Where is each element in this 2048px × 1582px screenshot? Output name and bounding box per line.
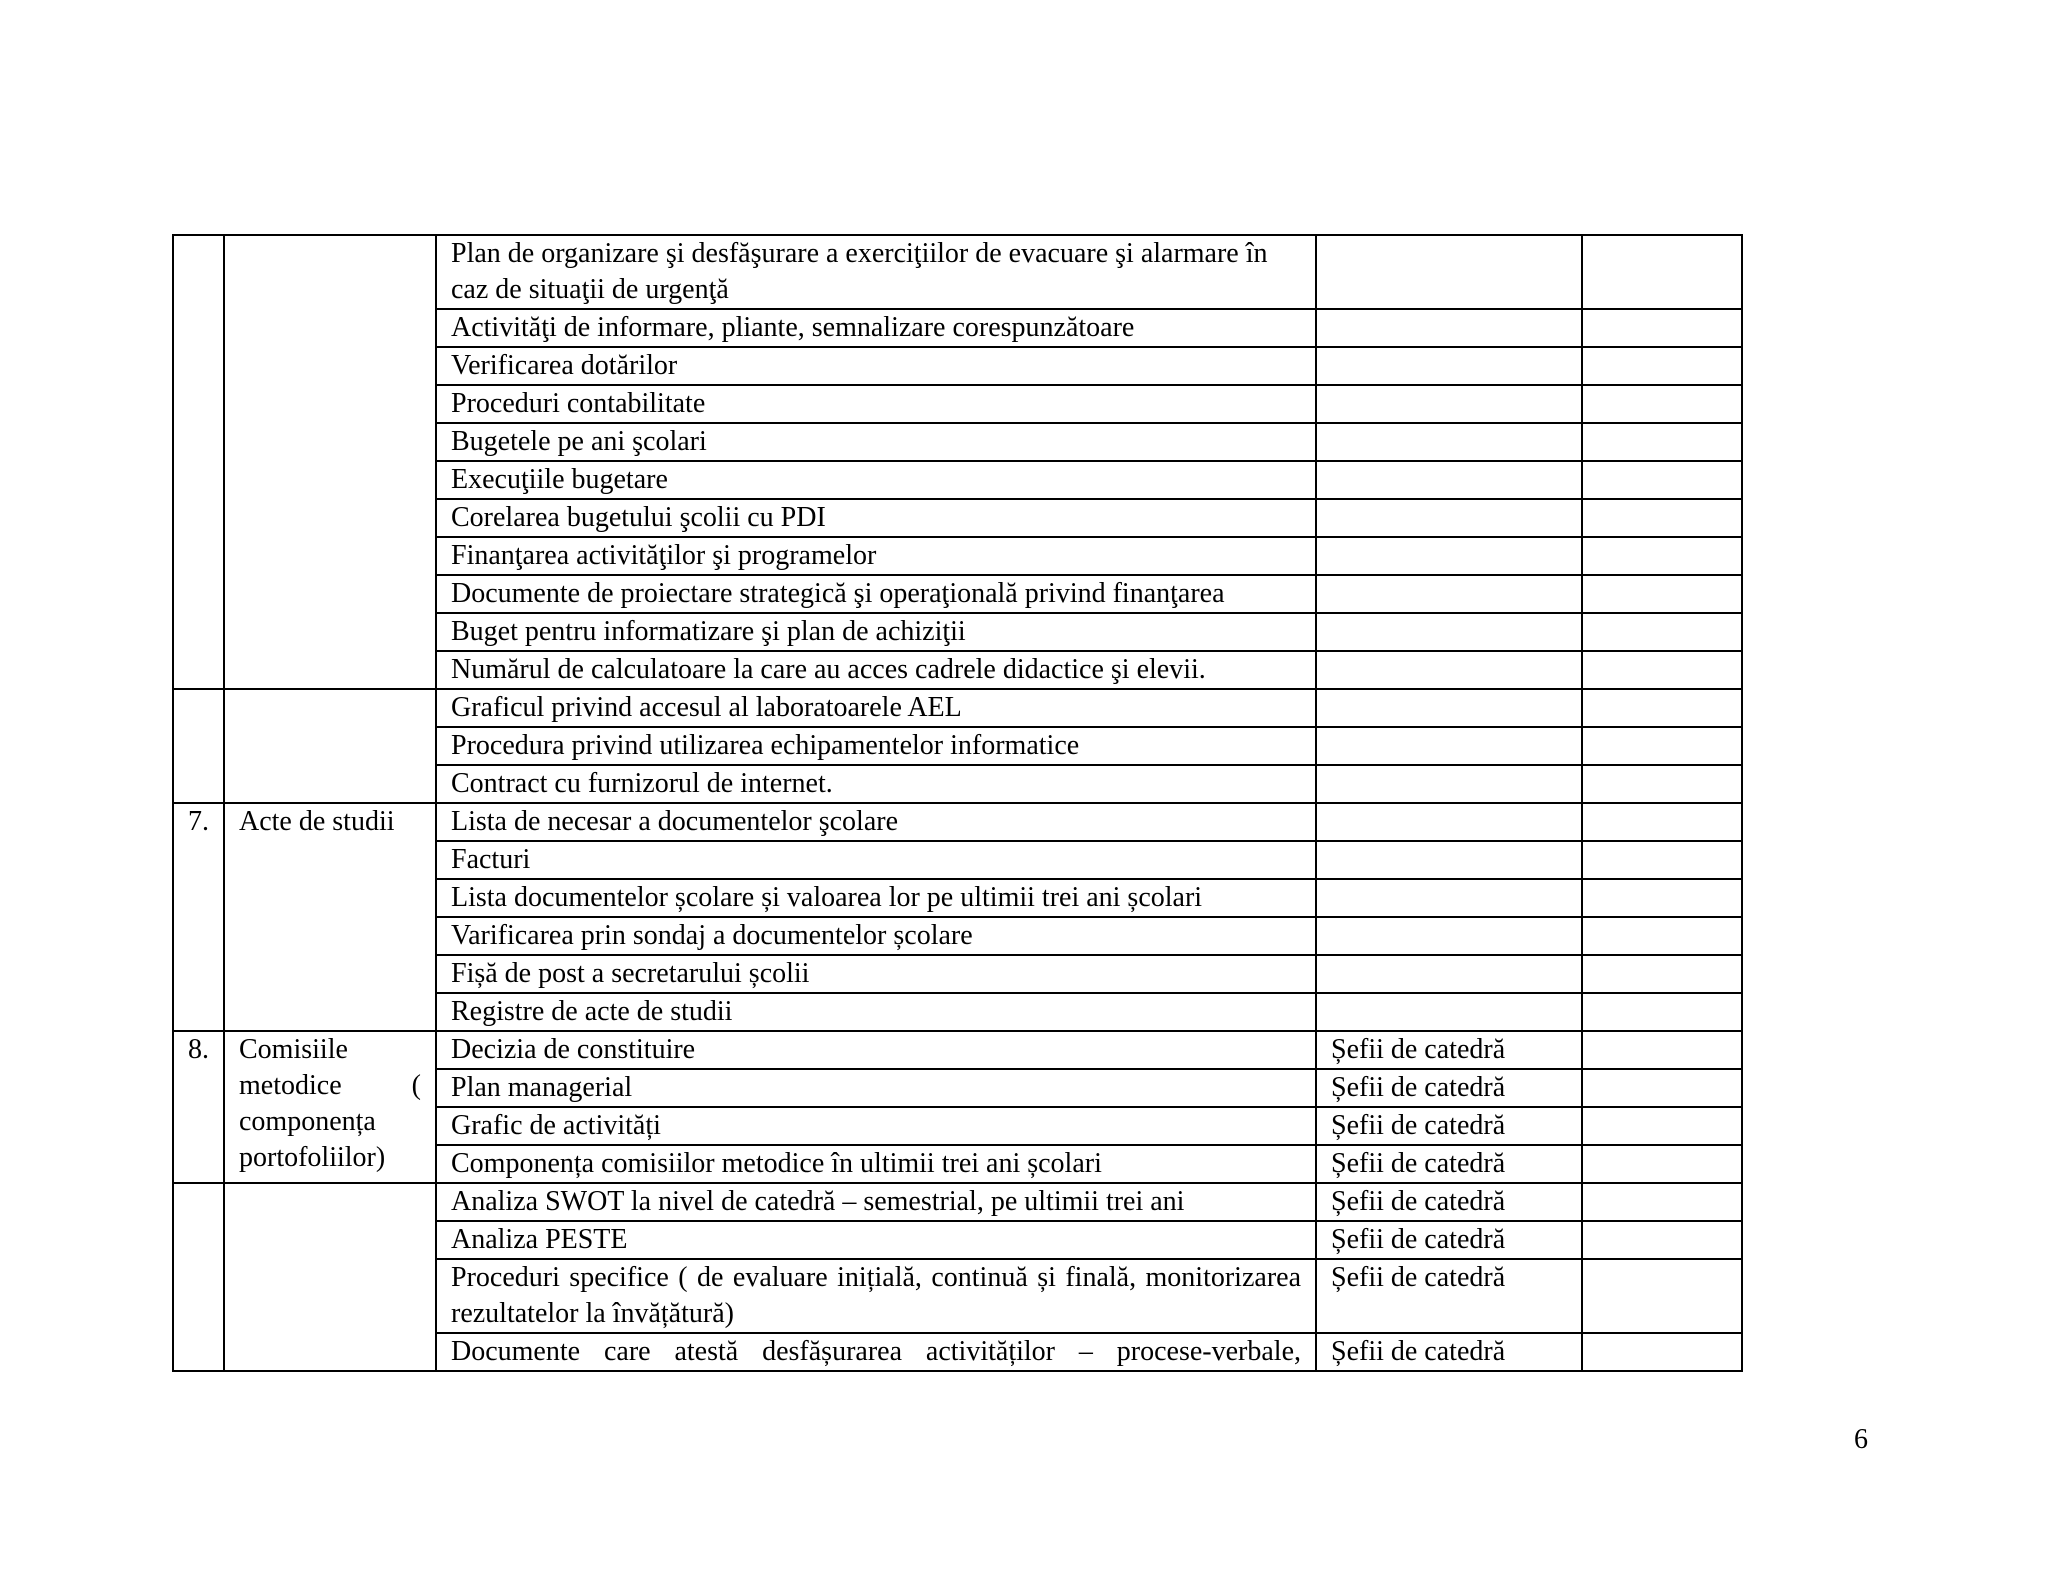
activity-cell: Decizia de constituire [436, 1031, 1316, 1069]
activity-cell: Documente care atestă desfășurarea activităților – procese-verbale, [436, 1333, 1316, 1371]
empty-cell [1582, 461, 1742, 499]
responsible-cell [1316, 879, 1582, 917]
table-row [173, 1031, 1742, 1069]
empty-cell [1582, 309, 1742, 347]
activity-cell: Fișă de post a secretarului școlii [436, 955, 1316, 993]
section-domain: Acte de studii [224, 803, 436, 1031]
activity-cell: Documente de proiectare strategică şi operaţională privind finanţarea [436, 575, 1316, 613]
empty-cell [1582, 1221, 1742, 1259]
empty-cell [1582, 879, 1742, 917]
responsible-cell [1316, 841, 1582, 879]
responsible-cell: Șefii de catedră [1316, 1333, 1582, 1371]
empty-cell [1582, 727, 1742, 765]
activity-cell: Componența comisiilor metodice în ultimii trei ani școlari [436, 1145, 1316, 1183]
activity-cell: Analiza SWOT la nivel de catedră – semestrial, pe ultimii trei ani [436, 1183, 1316, 1221]
empty-cell [1582, 689, 1742, 727]
activity-cell: Varificarea prin sondaj a documentelor școlare [436, 917, 1316, 955]
empty-cell [1582, 1259, 1742, 1333]
empty-cell [1582, 1183, 1742, 1221]
activity-cell: Numărul de calculatoare la care au acces cadrele didactice şi elevii. [436, 651, 1316, 689]
activity-cell: Bugetele pe ani şcolari [436, 423, 1316, 461]
section-number: 7. [173, 803, 224, 1031]
responsible-cell [1316, 955, 1582, 993]
empty-cell [1582, 499, 1742, 537]
activity-cell: Facturi [436, 841, 1316, 879]
table-row [173, 1183, 1742, 1221]
empty-cell [1582, 651, 1742, 689]
activity-cell: Grafic de activități [436, 1107, 1316, 1145]
responsible-cell: Șefii de catedră [1316, 1107, 1582, 1145]
responsible-cell: Șefii de catedră [1316, 1259, 1582, 1333]
empty-cell [1582, 1333, 1742, 1371]
section-number: 8. [173, 1031, 224, 1183]
responsible-cell [1316, 727, 1582, 765]
activity-cell: Plan de organizare şi desfăşurare a exerciţiilor de evacuare şi alarmare în caz de situaţii de urgenţă [436, 235, 1316, 309]
activity-cell: Buget pentru informatizare şi plan de achiziţii [436, 613, 1316, 651]
responsible-cell [1316, 993, 1582, 1031]
responsible-cell: Șefii de catedră [1316, 1221, 1582, 1259]
responsible-cell [1316, 575, 1582, 613]
responsible-cell [1316, 461, 1582, 499]
table-row [173, 803, 1742, 841]
empty-cell [1582, 385, 1742, 423]
responsible-cell: Șefii de catedră [1316, 1031, 1582, 1069]
activity-cell: Activităţi de informare, pliante, semnalizare corespunzătoare [436, 309, 1316, 347]
activity-cell: Analiza PESTE [436, 1221, 1316, 1259]
activity-cell: Proceduri specifice ( de evaluare inițială, continuă și finală, monitorizarea rezultatelor la învățătură) [436, 1259, 1316, 1333]
responsible-cell: Șefii de catedră [1316, 1069, 1582, 1107]
empty-cell [1582, 613, 1742, 651]
section-domain [224, 1183, 436, 1371]
section-domain [224, 235, 436, 689]
empty-cell [1582, 1031, 1742, 1069]
empty-cell [1582, 575, 1742, 613]
empty-cell [1582, 1069, 1742, 1107]
activity-cell: Procedura privind utilizarea echipamentelor informatice [436, 727, 1316, 765]
activity-cell: Plan managerial [436, 1069, 1316, 1107]
section-domain: Comisiile metodice ( componența portofoliilor) [224, 1031, 436, 1183]
empty-cell [1582, 917, 1742, 955]
responsible-cell [1316, 651, 1582, 689]
section-domain [224, 689, 436, 803]
responsible-cell [1316, 309, 1582, 347]
table-row [173, 689, 1742, 727]
empty-cell [1582, 765, 1742, 803]
activity-cell: Graficul privind accesul al laboratoarele AEL [436, 689, 1316, 727]
empty-cell [1582, 841, 1742, 879]
activity-cell: Finanţarea activităţilor şi programelor [436, 537, 1316, 575]
activity-cell: Contract cu furnizorul de internet. [436, 765, 1316, 803]
responsible-cell [1316, 499, 1582, 537]
activity-cell: Verificarea dotărilor [436, 347, 1316, 385]
activity-cell: Proceduri contabilitate [436, 385, 1316, 423]
document-table [172, 234, 1743, 1372]
responsible-cell [1316, 347, 1582, 385]
responsible-cell [1316, 803, 1582, 841]
responsible-cell: Șefii de catedră [1316, 1145, 1582, 1183]
responsible-cell [1316, 385, 1582, 423]
activity-cell: Corelarea bugetului şcolii cu PDI [436, 499, 1316, 537]
empty-cell [1582, 955, 1742, 993]
activity-cell: Lista de necesar a documentelor şcolare [436, 803, 1316, 841]
responsible-cell: Șefii de catedră [1316, 1183, 1582, 1221]
empty-cell [1582, 235, 1742, 309]
activity-cell: Registre de acte de studii [436, 993, 1316, 1031]
section-number [173, 689, 224, 803]
activity-cell: Lista documentelor școlare și valoarea lor pe ultimii trei ani școlari [436, 879, 1316, 917]
empty-cell [1582, 537, 1742, 575]
empty-cell [1582, 803, 1742, 841]
responsible-cell [1316, 537, 1582, 575]
activity-cell: Execuţiile bugetare [436, 461, 1316, 499]
empty-cell [1582, 993, 1742, 1031]
section-number [173, 1183, 224, 1371]
responsible-cell [1316, 423, 1582, 461]
empty-cell [1582, 1107, 1742, 1145]
table-row [173, 235, 1742, 309]
responsible-cell [1316, 917, 1582, 955]
page-number: 6 [1854, 1424, 1868, 1455]
responsible-cell [1316, 689, 1582, 727]
responsible-cell [1316, 613, 1582, 651]
responsible-cell [1316, 765, 1582, 803]
section-number [173, 235, 224, 689]
empty-cell [1582, 1145, 1742, 1183]
responsible-cell [1316, 235, 1582, 309]
empty-cell [1582, 347, 1742, 385]
empty-cell [1582, 423, 1742, 461]
